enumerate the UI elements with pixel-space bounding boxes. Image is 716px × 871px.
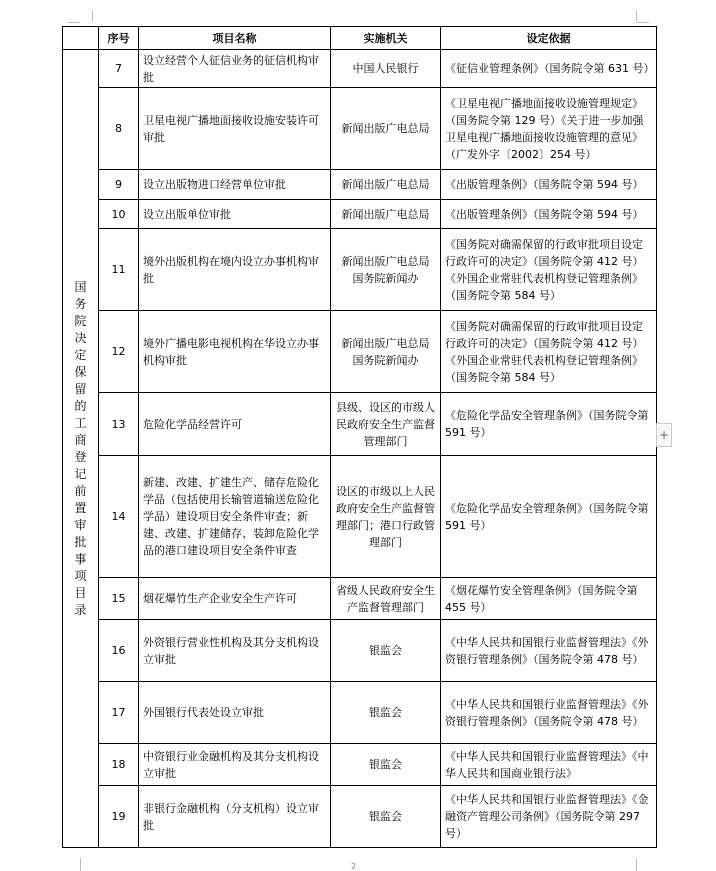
row-org: 银监会 [331, 620, 441, 682]
row-num: 19 [99, 786, 139, 848]
table-row [63, 88, 657, 170]
table-row [63, 456, 657, 578]
crop-mark [636, 10, 649, 22]
table-row [63, 393, 657, 456]
row-basis: 《中华人民共和国银行业监督管理法》《外资银行管理条例》（国务院令第 478 号） [441, 620, 657, 682]
row-num: 8 [99, 88, 139, 170]
row-org: 银监会 [331, 786, 441, 848]
row-num: 16 [99, 620, 139, 682]
row-name: 外国银行代表处设立审批 [139, 682, 331, 744]
row-name: 烟花爆竹生产企业安全生产许可 [139, 578, 331, 620]
row-basis: 《征信业管理条例》（国务院令第 631 号） [441, 50, 657, 88]
row-name: 中资银行业金融机构及其分支机构设立审批 [139, 744, 331, 786]
page-number: 2 [351, 862, 357, 871]
row-num: 14 [99, 456, 139, 578]
header-blank [63, 27, 99, 50]
row-org: 新闻出版广电总局 [331, 88, 441, 170]
table-row [63, 50, 657, 88]
table-row [63, 682, 657, 744]
table-header-row [63, 27, 657, 50]
category-label: 国务院决定保留的工商登记前置审批事项目录 [74, 279, 87, 617]
row-num: 7 [99, 50, 139, 88]
row-num: 17 [99, 682, 139, 744]
expand-plus-button[interactable]: + [656, 423, 672, 447]
row-basis: 《出版管理条例》（国务院令第 594 号） [441, 170, 657, 200]
table-row [63, 170, 657, 200]
row-org: 省级人民政府安全生产监督管理部门 [331, 578, 441, 620]
crop-mark [637, 22, 649, 23]
row-num: 9 [99, 170, 139, 200]
row-num: 11 [99, 229, 139, 311]
crop-mark [636, 858, 649, 871]
table-row [63, 200, 657, 229]
row-basis: 《中华人民共和国银行业监督管理法》《中华人民共和国商业银行法》 [441, 744, 657, 786]
header-org: 实施机关 [331, 27, 441, 50]
row-num: 13 [99, 393, 139, 456]
row-name: 境外出版机构在境内设立办事机构审批 [139, 229, 331, 311]
row-name: 非银行金融机构（分支机构）设立审批 [139, 786, 331, 848]
table-row [63, 229, 657, 311]
row-org: 新闻出版广电总局 国务院新闻办 [331, 229, 441, 311]
row-name: 设立出版单位审批 [139, 200, 331, 229]
row-org: 中国人民银行 [331, 50, 441, 88]
row-name: 新建、改建、扩建生产、储存危险化学品（包括使用长输管道输送危险化学品）建设项目安全条件审查；新建、改建、扩建储存、装卸危险化学品的港口建设项目安全条件审查 [139, 456, 331, 578]
row-name: 危险化学品经营许可 [139, 393, 331, 456]
row-name: 设立经营个人征信业务的征信机构审批 [139, 50, 331, 88]
row-basis: 《危险化学品安全管理条例》（国务院令第 591 号） [441, 456, 657, 578]
table-row [63, 786, 657, 848]
row-org: 新闻出版广电总局 [331, 200, 441, 229]
row-num: 12 [99, 311, 139, 393]
row-org: 银监会 [331, 744, 441, 786]
header-basis: 设定依据 [441, 27, 657, 50]
header-num: 序号 [99, 27, 139, 50]
crop-mark [68, 22, 80, 23]
row-name: 卫星电视广播地面接收设施安装许可审批 [139, 88, 331, 170]
row-name: 境外广播电影电视机构在华设立办事机构审批 [139, 311, 331, 393]
table-row [63, 620, 657, 682]
row-org: 设区的市级以上人民政府安全生产监督管理部门；港口行政管理部门 [331, 456, 441, 578]
row-num: 15 [99, 578, 139, 620]
category-cell [63, 50, 99, 848]
row-basis: 《卫星电视广播地面接收设施管理规定》（国务院令第 129 号）《关于进一步加强卫星电视广播地面接收设施管理的意见》（广发外字〔2002〕254 号） [441, 88, 657, 170]
table-row [63, 311, 657, 393]
table-row [63, 578, 657, 620]
row-basis: 《国务院对确需保留的行政审批项目设定行政许可的决定》（国务院令第 412 号）《外国企业常驻代表机构登记管理条例》（国务院令第 584 号） [441, 311, 657, 393]
header-name: 项目名称 [139, 27, 331, 50]
row-org: 新闻出版广电总局 国务院新闻办 [331, 311, 441, 393]
row-basis: 《中华人民共和国银行业监督管理法》《金融资产管理公司条例》（国务院令第 297 号） [441, 786, 657, 848]
row-org: 县级、设区的市级人民政府安全生产监督管理部门 [331, 393, 441, 456]
row-basis: 《中华人民共和国银行业监督管理法》《外资银行管理条例》（国务院令第 478 号） [441, 682, 657, 744]
row-name: 外资银行营业性机构及其分支机构设立审批 [139, 620, 331, 682]
row-org: 银监会 [331, 682, 441, 744]
row-basis: 《危险化学品安全管理条例》（国务院令第 591 号） [441, 393, 657, 456]
crop-mark [80, 10, 93, 22]
approval-items-table [62, 26, 657, 848]
row-basis: 《出版管理条例》（国务院令第 594 号） [441, 200, 657, 229]
crop-mark [68, 858, 81, 871]
table-row [63, 744, 657, 786]
row-org: 新闻出版广电总局 [331, 170, 441, 200]
row-basis: 《烟花爆竹安全管理条例》（国务院令第 455 号） [441, 578, 657, 620]
row-name: 设立出版物进口经营单位审批 [139, 170, 331, 200]
row-num: 10 [99, 200, 139, 229]
row-num: 18 [99, 744, 139, 786]
table-body [63, 50, 657, 848]
row-basis: 《国务院对确需保留的行政审批项目设定行政许可的决定》（国务院令第 412 号）《外国企业常驻代表机构登记管理条例》（国务院令第 584 号） [441, 229, 657, 311]
